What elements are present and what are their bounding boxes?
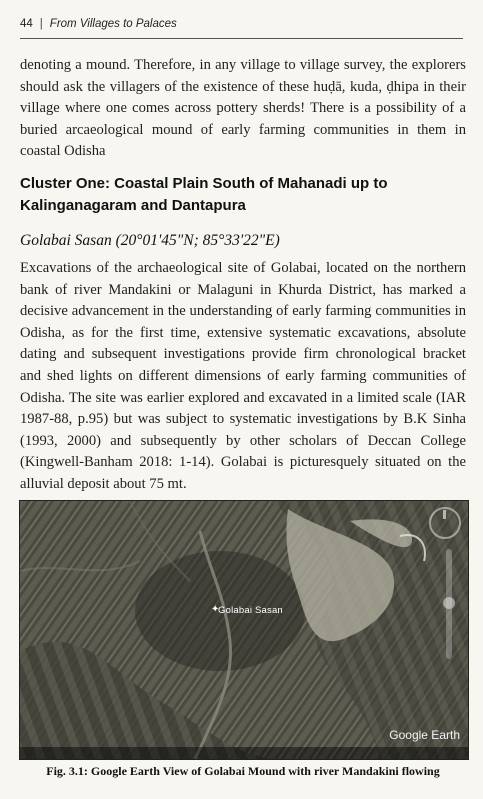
header-separator: | <box>39 18 43 30</box>
zoom-knob-icon[interactable] <box>443 597 455 609</box>
place-label: Golabai Sasan <box>218 605 283 616</box>
section-heading-cluster: Cluster One: Coastal Plain South of Mahanadi up to Kalinganagaram and Dantapura <box>20 175 388 214</box>
subsection-heading-site: Golabai Sasan (20°01'45"N; 85°33'22"E) <box>20 232 280 249</box>
page-number: 44 <box>20 18 33 30</box>
book-title: From Villages to Palaces <box>49 18 177 30</box>
imagery-status-strip <box>20 747 468 759</box>
satellite-image <box>19 500 469 760</box>
place-pin-icon: ✦ <box>211 604 220 615</box>
paragraph-golabai: Excavations of the archaeological site of Golabai, located on the northern bank of river Mandakini or Malaguni in Khurda District, has marked a decisive advancement in the understanding of early farming communities in Odisha, as for the first time, extensive systematic excavations, absolute dating and subsequent investigations provide firm chronological bracket and shed lights on different dimensions of early farming communities of Odisha. The site was earlier explored and excavated in a limited scale (IAR 1987-88, p.95) but was subject to systematic investigations by B.K Sinha (1993, 2000) and subsequently by other scholars of Deccan College (Kingwell-Banham 2018: 1-14). Golabai is picturesquely situated on the alluvial deposit about 75 mt. <box>20 260 466 492</box>
running-header <box>20 18 463 30</box>
paragraph-intro: denoting a mound. Therefore, in any village to village survey, the explorers should ask the villagers of the existence of these huḍā, kuda, ḍhipa in their village where one comes across pottery sherds! There is a possibility of a buried arcaeological mound of early farming communities in them in coastal Odisha <box>20 57 466 160</box>
google-earth-logo: Google Earth <box>389 728 460 742</box>
satellite-imagery-drawing <box>20 501 468 759</box>
compass-icon[interactable] <box>429 507 461 539</box>
figure-caption: Fig. 3.1: Google Earth View of Golabai Mound with river Mandakini flowing <box>46 764 440 778</box>
header-rule <box>20 38 463 39</box>
